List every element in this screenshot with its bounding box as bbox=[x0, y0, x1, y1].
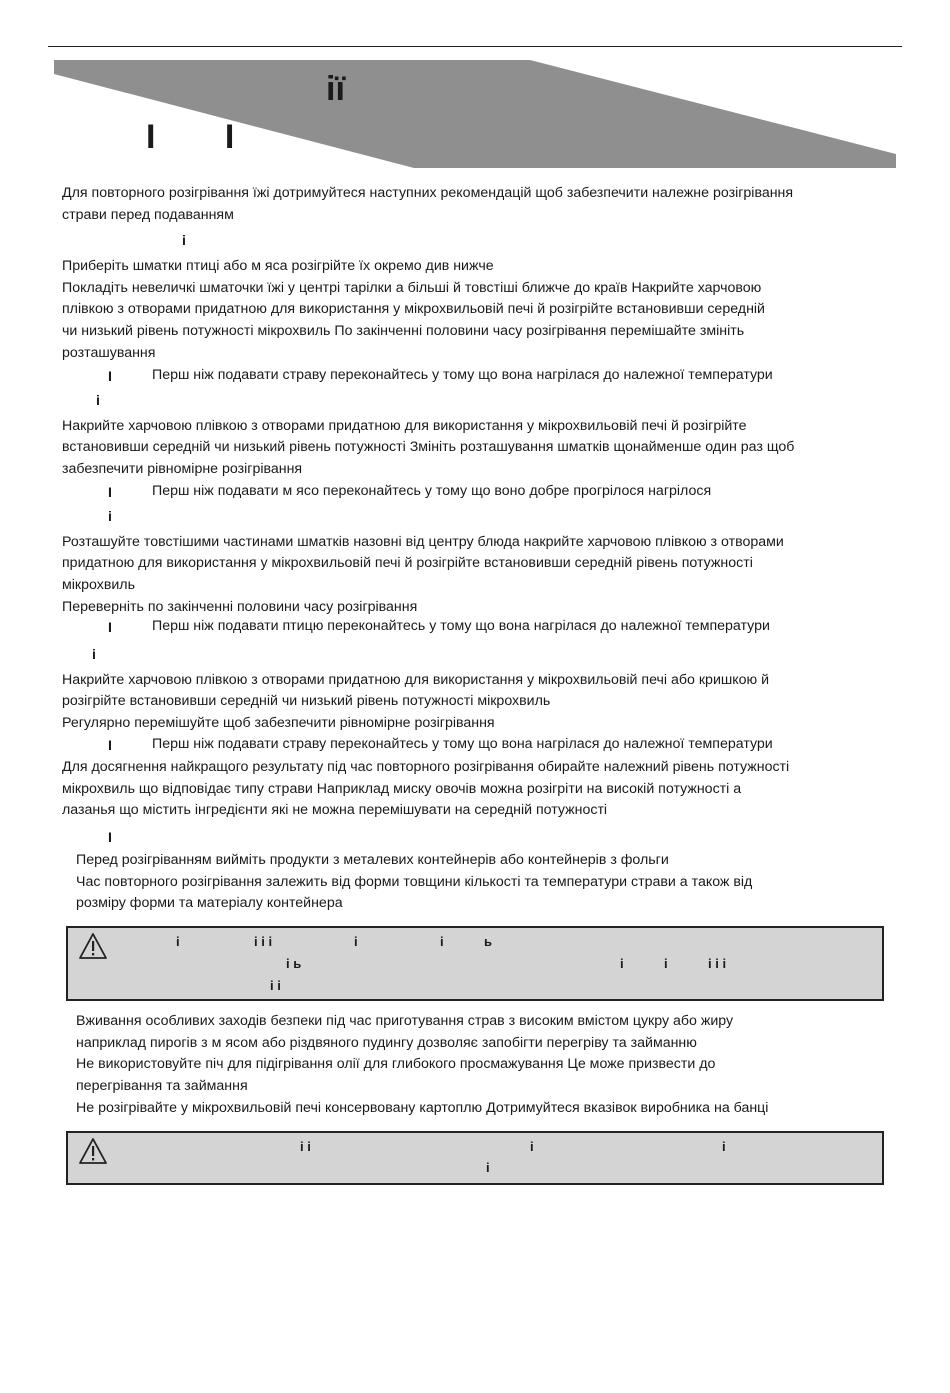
body-line: Накрийте харчовою плівкою з отворами придатною для використання у мікрохвильовій печі й розігрійте bbox=[62, 418, 747, 434]
banner-title-glyphs-1: ії bbox=[326, 70, 346, 108]
bullet-text: Перш ніж подавати страву переконайтесь у тому що вона нагрілася до належної температури bbox=[152, 736, 773, 752]
warning-glyph: і і bbox=[300, 1139, 311, 1154]
warning-glyph: і ь bbox=[286, 956, 302, 971]
warning-triangle-icon bbox=[78, 1137, 108, 1165]
bullet-text: Перш ніж подавати птицю переконайтесь у тому що вона нагрілася до належної температури bbox=[152, 618, 770, 634]
warning-glyph: і і bbox=[270, 978, 281, 993]
body-line: мікрохвиль що відповідає типу страви Наприклад миску овочів можна розігріти на високій потужності а bbox=[62, 781, 742, 797]
intro-line: страви перед подаванням bbox=[62, 207, 234, 223]
body-line: Регулярно перемішуйте щоб забезпечити рівномірне розігрівання bbox=[62, 715, 495, 731]
warning-box bbox=[66, 926, 884, 1001]
warning-glyph: і bbox=[530, 1139, 534, 1154]
note-line: Перед розігріванням вийміть продукти з металевих контейнерів або контейнерів з фольги bbox=[76, 852, 669, 868]
safety-line: перегрівання та займання bbox=[76, 1078, 248, 1094]
bullet-mark: І bbox=[108, 620, 112, 636]
warning-glyph: і bbox=[620, 956, 624, 971]
warning-glyph: і bbox=[354, 934, 358, 949]
intro-line: Для повторного розігрівання їжі дотримуйтеся наступних рекомендацій щоб забезпечити належне розігрівання bbox=[62, 185, 794, 201]
warning-glyph: і bbox=[176, 934, 180, 949]
warning-glyph: і bbox=[664, 956, 668, 971]
body-line: Накрийте харчовою плівкою з отворами придатною для використання у мікрохвильовій печі або кришкою й bbox=[62, 672, 770, 688]
body-line: Покладіть невеличкі шматочки їжі у центрі тарілки а більші й товстіші ближче до країв Накрийте харчовою bbox=[62, 280, 762, 296]
body-line: Приберіть шматки птиці або м яса розігрійте їх окремо див нижче bbox=[62, 258, 494, 274]
body-line: лазанья що містить інгредієнти які не можна перемішувати на середній потужності bbox=[62, 802, 608, 818]
warning-glyph: ь bbox=[484, 934, 492, 949]
body-line: Переверніть по закінченні половини часу розігрівання bbox=[62, 599, 418, 615]
section-heading: і bbox=[108, 509, 112, 525]
body-line: розташування bbox=[62, 345, 156, 361]
body-line: чи низький рівень потужності мікрохвиль По закінченні половини часу розігрівання перемішайте змініть bbox=[62, 323, 745, 339]
warning-box bbox=[66, 1131, 884, 1185]
banner-title-glyphs-2: І І bbox=[146, 118, 265, 156]
bullet-text: Перш ніж подавати м ясо переконайтесь у тому що воно добре прогрілося нагрілося bbox=[152, 483, 712, 499]
top-rule bbox=[48, 46, 902, 47]
note-line: Час повторного розігрівання залежить від форми товщини кількості та температури страви а також від bbox=[76, 874, 753, 890]
body-line: Для досягнення найкращого результату під час повторного розігрівання обирайте належний рівень потужності bbox=[62, 759, 790, 775]
warning-triangle-icon bbox=[78, 932, 108, 960]
warning-glyph: і і і bbox=[708, 956, 727, 971]
body-line: плівкою з отворами придатною для використання у мікрохвильовій печі й розігрійте встановивши середній bbox=[62, 301, 765, 317]
safety-line: наприклад пирогів з м ясом або різдвяного пудингу дозволяє запобігти перегріву та займанню bbox=[76, 1035, 697, 1051]
section-heading: і bbox=[96, 393, 100, 409]
body-line: встановивши середній чи низький рівень потужності Змініть розташування шматків щонайменше один раз щоб bbox=[62, 439, 795, 455]
warning-glyph: і bbox=[486, 1160, 490, 1175]
bullet-mark: І bbox=[108, 369, 112, 385]
warning-glyph: і bbox=[440, 934, 444, 949]
section-heading: і bbox=[182, 233, 186, 249]
bullet-text: Перш ніж подавати страву переконайтесь у тому що вона нагрілася до належної температури bbox=[152, 367, 773, 383]
safety-line: Не розігрівайте у мікрохвильовій печі консервовану картоплю Дотримуйтеся вказівок виробника на банці bbox=[76, 1100, 769, 1116]
warning-glyph: і bbox=[722, 1139, 726, 1154]
body-line: забезпечити рівномірне розігрівання bbox=[62, 461, 303, 477]
bullet-mark: І bbox=[108, 738, 112, 754]
safety-line: Вживання особливих заходів безпеки під час приготування страв з високим вмістом цукру або жиру bbox=[76, 1013, 734, 1029]
body-line: розігрійте встановивши середній чи низький рівень потужності мікрохвиль bbox=[62, 693, 551, 709]
body-line: Розташуйте товстішими частинами шматків назовні від центру блюда накрийте харчовою плівкою з отворами bbox=[62, 534, 784, 550]
notes-mark: І bbox=[108, 830, 112, 846]
note-line: розміру форми та матеріалу контейнера bbox=[76, 895, 343, 911]
body-line: придатною для використання у мікрохвильовій печі й розігрійте встановивши середній рівень потужності bbox=[62, 555, 753, 571]
section-heading: і bbox=[92, 647, 96, 663]
body-line: мікрохвиль bbox=[62, 577, 135, 593]
warning-glyph: і і і bbox=[254, 934, 273, 949]
bullet-mark: І bbox=[108, 485, 112, 501]
safety-line: Не використовуйте піч для підігрівання олії для глибокого просмажування Це може призвести до bbox=[76, 1056, 716, 1072]
